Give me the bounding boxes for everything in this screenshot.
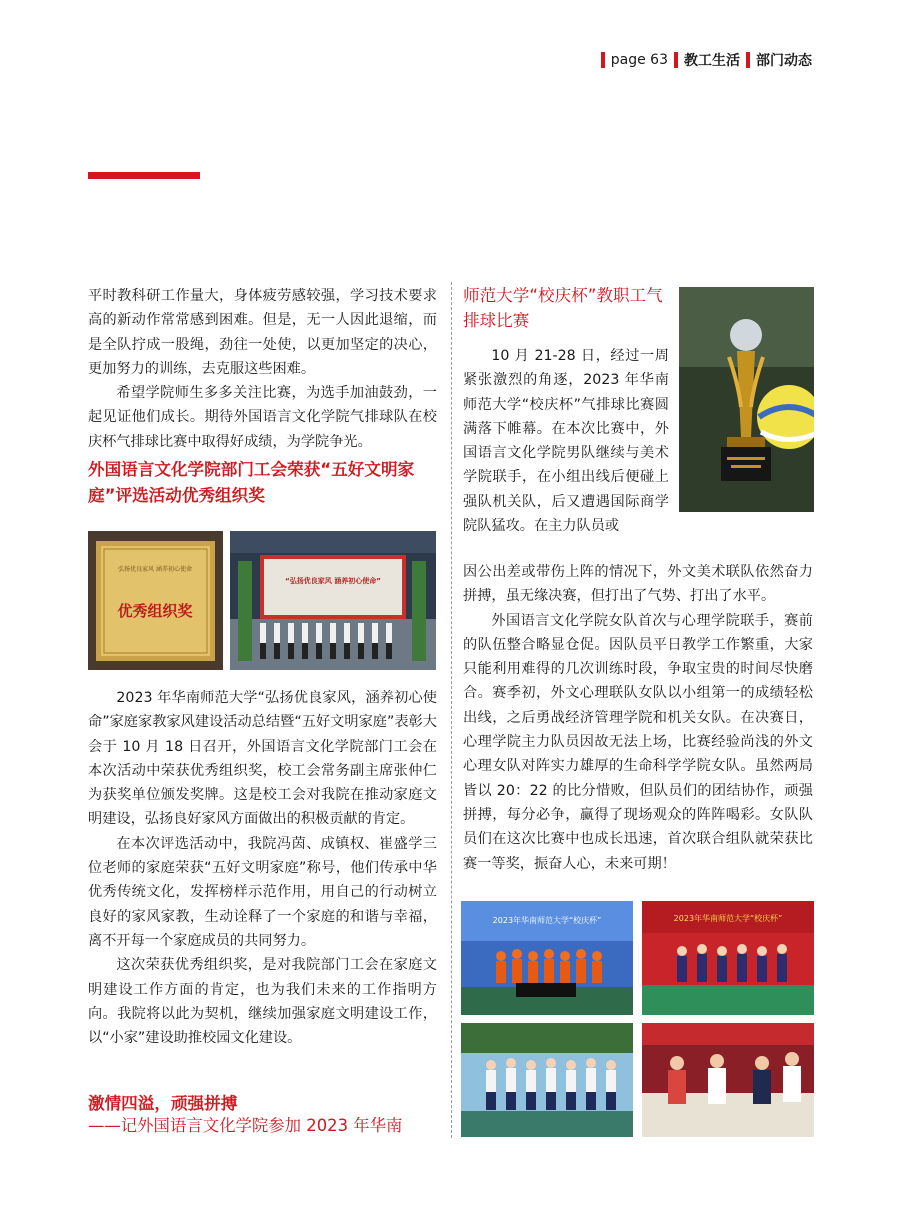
right-column-top (463, 344, 669, 538)
paragraph: 这次荣获优秀组织奖，是对我院部门工会在家庭文明建设工作方面的肯定，也为我们未来的工作指明方向。我院将以此为契机，继续加强家庭文明建设工作，以“小家”建设助推校园文化建设。 (88, 957, 437, 1047)
team-photo (642, 901, 814, 1015)
column-divider (451, 282, 452, 1138)
header-bar (601, 52, 605, 68)
page-header (601, 50, 812, 70)
red-rule (88, 172, 200, 179)
team-photo (642, 1023, 814, 1137)
section-label: 教工生活 (684, 53, 740, 69)
paragraph: 平时教科研工作量大，身体疲劳感较强，学习技术要求高的新动作常常感到困难。但是，无一人因此退缩，而是全队拧成一股绳，劲往一处使，以更加坚定的决心，更加努力的训练，去克服这些困难。 (88, 288, 437, 377)
section-label: 部门动态 (756, 53, 812, 69)
team-photo (461, 1023, 633, 1137)
paragraph: 希望学院师生多多关注比赛，为选手加油鼓劲，一起见证他们成长。期待外国语言文化学院气排球队在校庆杯气排球比赛中取得好成绩，为学院争光。 (88, 385, 437, 450)
left-column-top (88, 284, 437, 454)
article-subheading-cont: 师范大学“校庆杯”教职工气排球比赛 (463, 286, 663, 330)
plaque-main-text: 优秀组织奖 (117, 602, 193, 620)
right-column-body (463, 560, 813, 876)
article-heading: 激情四溢，顽强拼搏 (88, 1094, 238, 1113)
paragraph: 10 月 21-28 日，经过一周紧张激烈的角逐，2023 年华南师范大学“校庆杯”气排球比赛圆满落下帷幕。在本次比赛中，外国语言文化学院男队继续与美术学院联手，在小组出线后便碰上强队机关队，后又遭遇国际商学院队猛攻。在主力队员或 (463, 348, 669, 535)
photo-banner-text: 2023年华南师范大学“校庆杯” (492, 916, 602, 925)
banner-text: “弘扬优良家风 涵养初心使命” (285, 577, 381, 585)
left-column-body (88, 686, 437, 1050)
article-heading: 外国语言文化学院部门工会荣获“五好文明家庭”评选活动优秀组织奖 (88, 460, 415, 505)
header-bar (746, 52, 750, 68)
ceremony-photo (230, 531, 436, 670)
paragraph: 2023 年华南师范大学“弘扬优良家风，涵养初心使命”家庭家教家风建设活动总结暨“五好文明家庭”表彰大会于 10 月 18 日召开，外国语言文化学院部门工会在本次活动中荣获优秀组织奖，校工会常务副主席张仲仁为获奖单位颁发奖牌。这是校工会对我院在推动家庭文明建设，弘扬良好家风方面做出的积极贡献的肯定。 (88, 690, 437, 828)
header-bar (674, 52, 678, 68)
photo-banner-text: 2023年华南师范大学“校庆杯” (673, 914, 783, 923)
paragraph: 外国语言文化学院女队首次与心理学院联手，赛前的队伍整合略显仓促。因队员平日教学工作繁重，大家只能利用难得的几次训练时段，争取宝贵的时间尽快磨合。赛季初，外文心理联队女队以小组第一的成绩轻松出线，之后勇战经济管理学院和机关女队。在决赛日，心理学院主力队员因故无法上场，比赛经验尚浅的外文心理女队对阵实力雄厚的生命科学学院女队。虽然两局皆以 20：22 的比分惜败，但队员们的团结协作，顽强拼搏，每分必争，赢得了现场观众的阵阵喝彩。女队队员们在这次比赛中也成长迅速，首次联合组队就荣获比赛一等奖，振奋人心，未来可期！ (463, 612, 813, 872)
plaque-small-text: 弘扬优良家风 涵养初心使命 (118, 566, 192, 573)
paragraph: 因公出差或带伤上阵的情况下，外文美术联队依然奋力拼搏，虽无缘决赛，但打出了气势、打出了水平。 (463, 564, 813, 605)
article-subheading: ——记外国语言文化学院参加 2023 年华南 (88, 1116, 403, 1135)
paragraph: 在本次评选活动中，我院冯茵、成镇权、崔盛学三位老师的家庭荣获“五好文明家庭”称号，他们传承中华优秀传统文化，发挥榜样示范作用，用自己的行动树立良好的家风家教，生动诠释了一个家庭的和谐与幸福，离不开每一个家庭成员的共同努力。 (88, 835, 437, 949)
trophy-photo (679, 287, 814, 512)
team-photo (461, 901, 633, 1015)
page-number: page 63 (610, 52, 668, 68)
plaque-photo (88, 531, 223, 670)
